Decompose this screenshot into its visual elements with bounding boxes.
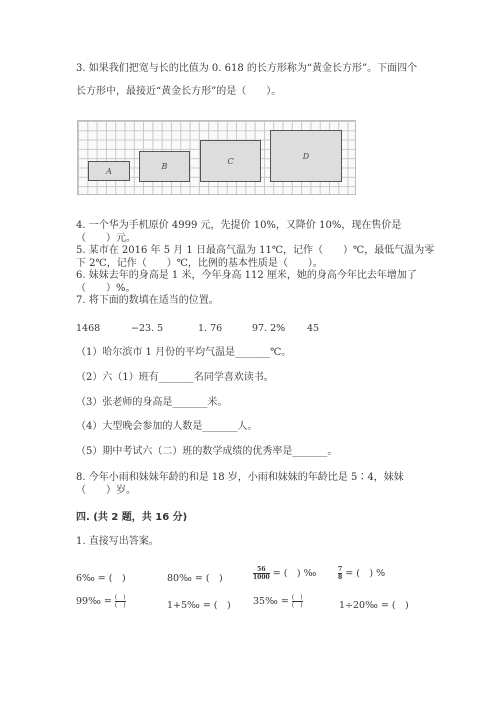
blank-fraction-2: $\frac{( )}{( )}$ — [291, 594, 303, 609]
q6-line2: （ ）%。 — [76, 283, 136, 294]
number-5: 45 — [307, 323, 320, 334]
q5-line1: 5. 某市在 2016 年 5 月 1 日最高气温为 11℃，记作（ ）℃，最低气温为零 — [76, 245, 435, 256]
q8-line1: 8. 今年小雨和妹妹年龄的和是 18 岁，小雨和妹妹的年龄比是 5∶4，妹妹 — [76, 472, 404, 483]
q6-line1: 6. 妹妹去年的身高是 1 米，今年身高 112 厘米，她的身高今年比去年增加了 — [76, 270, 417, 281]
q7-title: 7. 将下面的数填在适当的位置。 — [76, 295, 219, 306]
q7-item-1: （1）哈尔滨市 1 月份的平均气温是_______℃。 — [76, 347, 292, 358]
q7-item-2: （2）六（1）班有_______名同学喜欢读书。 — [76, 372, 274, 383]
q3-line2: 长方形中，最接近“黄金长方形”的是（ ）。 — [76, 86, 282, 97]
q7-item-5: （5）期中考试六（二）班的数学成绩的优秀率是_______。 — [76, 446, 338, 457]
rect-d: D — [270, 130, 342, 182]
r2-c2: 1+5‰ = ( ) — [167, 600, 231, 611]
rect-a: A — [88, 161, 130, 181]
r1-c3: $\frac{56}{1000}$ = ( ) ‰ — [253, 566, 317, 581]
rect-b: B — [139, 151, 190, 182]
blank-fraction-1: $\frac{( )}{( )}$ — [114, 594, 126, 609]
number-2: −23. 5 — [131, 323, 164, 334]
number-1: 1468 — [76, 323, 101, 334]
fraction-7-8: $\frac{7}{8}$ — [338, 566, 343, 581]
q3-line1: 3. 如果我们把宽与长的比值为 0. 618 的长方形称为“黄金长方形”。下面四个 — [76, 63, 418, 74]
rect-c: C — [200, 140, 261, 182]
r2-c3: 35‰ = $\frac{( )}{( )}$ — [253, 594, 303, 609]
r2-c1: 99‰ = $\frac{( )}{( )}$ — [76, 594, 126, 609]
q4-line1: 4. 一个华为手机原价 4999 元，先提价 10%，又降价 10%，现在售价是 — [76, 220, 402, 231]
q7-item-4: （4）大型晚会参加的人数是_______人。 — [76, 421, 258, 432]
q4-line2: （ ）元。 — [76, 233, 136, 244]
q8-line2: （ ）岁。 — [76, 485, 136, 496]
golden-rectangle-grid — [77, 120, 356, 195]
r1-c2: 80‰ = ( ) — [167, 573, 223, 584]
number-4: 97. 2% — [252, 323, 286, 334]
fraction-56-1000: $\frac{56}{1000}$ — [253, 566, 270, 581]
r1-c1: 6‰ = ( ) — [76, 573, 126, 584]
q7-item-3: （3）张老师的身高是_______米。 — [76, 397, 228, 408]
number-3: 1. 76 — [198, 323, 223, 334]
section-4-title: 四. (共 2 题，共 16 分) — [76, 512, 188, 523]
r2-c4: 1÷20‰ = ( ) — [339, 600, 409, 611]
q5-line2: 下 2℃，记作（ ）℃，比例的基本性质是（ ）。 — [76, 258, 323, 269]
r1-c4: $\frac{7}{8}$ = ( ) % — [338, 566, 386, 581]
s4-q1-title: 1. 直接写出答案。 — [76, 536, 159, 547]
